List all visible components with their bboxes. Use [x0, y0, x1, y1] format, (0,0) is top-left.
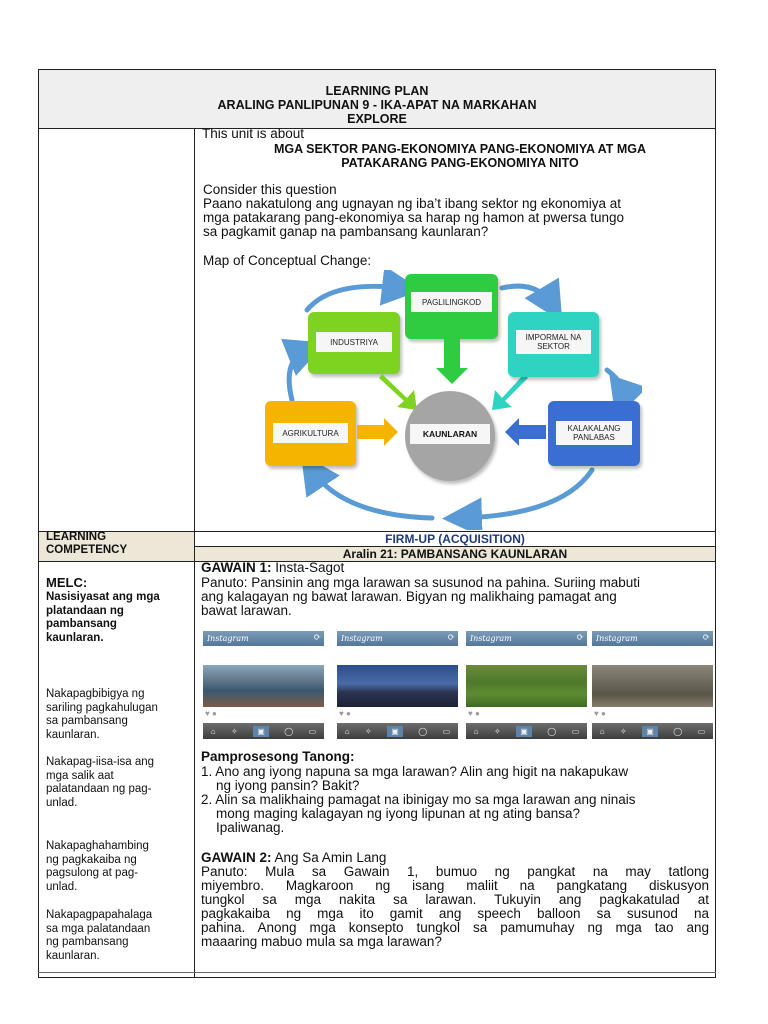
heart-icon: ♥ [468, 709, 473, 718]
competency-line: mga salik aat [46, 769, 114, 782]
competency-line: sa mga palatandaan [46, 922, 151, 935]
firm-up-heading: FIRM-UP (ACQUISITION) [385, 532, 525, 546]
instagram-nav-bar [466, 723, 587, 739]
refresh-icon: ⟳ [702, 633, 710, 643]
competency-line: kaunlaran. [46, 949, 100, 962]
aralin-heading: Aralin 21: PAMBANSANG KAUNLARAN [342, 547, 568, 561]
explore-icon: ✧ [365, 726, 372, 736]
instagram-logo: Instagram [341, 634, 383, 643]
gawain2-line2: miyembro. Magkaroon ng isang maliit na pangkatang diskusyon [201, 878, 709, 893]
instagram-actions [205, 709, 217, 718]
explore-icon: ✧ [231, 726, 238, 736]
competency-line: kaunlaran. [46, 728, 100, 741]
competency-1 [46, 688, 191, 742]
learning-competency-heading-line1: LEARNING [46, 531, 107, 543]
divider [38, 972, 716, 973]
home-icon: ⌂ [344, 726, 350, 736]
instagram-card-3 [466, 631, 587, 739]
arrow-kalakalan-left [518, 425, 546, 439]
instagram-header [466, 631, 587, 646]
node-agrikultura-label: AGRIKULTURA [273, 423, 348, 443]
gawain2-line3: tungkol sa mga nakita sa larawan. Tukuyin ang pagkakatulad at [201, 892, 709, 907]
home-icon: ⌂ [210, 726, 216, 736]
question-1-line2: ng iyong pansin? Bakit? [216, 778, 360, 793]
gawain1-name: Insta-Sagot [271, 560, 345, 575]
gawain2-line5: pahina. Anong mga konsepto tungkol sa pamumuhay ng mga tao ang [201, 920, 709, 935]
competency-line: Nakapagpapahalaga [46, 909, 153, 921]
question-2-line2: mong maging kalagayan ng iyong lipunan at ng ating bansa? [216, 806, 581, 821]
node-kalakalan-label: KALAKALANG PANLABAS [556, 421, 632, 445]
node-impormal-label: IMPORMAL NA SEKTOR [516, 330, 591, 354]
photo-city-skyline [337, 665, 458, 707]
header-title: LEARNING PLAN [325, 84, 429, 98]
gawain2-name: Ang Sa Amin Lang [271, 850, 387, 865]
instagram-logo: Instagram [470, 634, 512, 643]
instagram-nav-bar [203, 723, 324, 739]
camera-icon: ▣ [642, 726, 658, 737]
comment-icon: ● [345, 709, 351, 718]
gawain1-instruction-line3: bawat larawan. [201, 603, 292, 618]
heart-icon: ♥ [205, 709, 210, 718]
refresh-icon: ⟳ [447, 633, 455, 643]
competency-line: palatandaan ng pag- [46, 783, 152, 795]
competency-line: sa pambansang [46, 715, 128, 727]
gawain1-label: GAWAIN 1: [201, 560, 272, 575]
comment-icon: ● [211, 709, 217, 718]
instagram-actions [468, 709, 480, 718]
refresh-icon: ⟳ [576, 633, 584, 643]
divider [38, 128, 716, 129]
question-1-line1: 1. Ano ang iyong napuna sa mga larawan? Alin ang higit na nakapukaw [201, 764, 629, 779]
profile-icon: ▭ [571, 726, 580, 736]
node-kalakalan [548, 401, 640, 466]
learning-competency-heading [46, 531, 127, 557]
node-kaunlaran-label: KAUNLARAN [410, 424, 490, 444]
competency-line: unlad. [46, 796, 78, 809]
comment-icon: ● [474, 709, 480, 718]
instagram-card-1 [203, 631, 324, 739]
profile-icon: ▭ [308, 726, 317, 736]
melc-label: MELC: [46, 575, 88, 590]
activity-icon: ◯ [547, 726, 557, 736]
instagram-actions [339, 709, 351, 718]
photo-scavengers [592, 665, 713, 707]
instagram-nav-bar [592, 723, 713, 739]
table-header [39, 70, 715, 128]
competency-line: pagsulong at pag- [46, 867, 139, 879]
instagram-logo: Instagram [596, 634, 638, 643]
gawain2-label: GAWAIN 2: [201, 850, 272, 865]
instagram-nav-bar [337, 723, 458, 739]
header-section: EXPLORE [347, 112, 407, 126]
node-paglilingkod-label: PAGLILINGKOD [411, 292, 492, 312]
melc-line: kaunlaran. [46, 631, 104, 644]
competency-line: ng pagkakaiba ng [46, 853, 137, 866]
gawain2-line6: maaaring mabuo mula sa mga larawan? [201, 934, 442, 949]
home-icon: ⌂ [473, 726, 479, 736]
competency-line: Nakapag-iisa-isa ang [46, 756, 155, 768]
gawain2-line1: Panuto: Mula sa Gawain 1, bumuo ng pangkat na may tatlong [201, 864, 709, 879]
node-kaunlaran [405, 391, 495, 481]
gawain1-instruction-line2: ang kalagayan ng bawat larawan. Bigyan ng malikhaing pamagat ang [201, 589, 617, 604]
explore-icon: ✧ [494, 726, 501, 736]
node-industriya-label: INDUSTRIYA [316, 332, 392, 352]
node-agrikultura [265, 401, 356, 466]
gawain1-title [201, 561, 344, 576]
node-impormal [508, 312, 599, 377]
instagram-actions [594, 709, 606, 718]
essential-question-line1: Paano nakatulong ang ugnayan ng iba’t ibang sektor ng ekonomiya at [203, 196, 622, 211]
photo-rice-field [466, 665, 587, 707]
gawain1-instruction-line1: Panuto: Pansinin ang mga larawan sa susunod na pahina. Suriing mabuti [201, 575, 641, 590]
melc-text [46, 591, 191, 645]
camera-icon: ▣ [253, 726, 269, 737]
profile-icon: ▭ [697, 726, 706, 736]
instagram-header [337, 631, 458, 646]
arrow-agri-right-head [384, 418, 398, 446]
question-2-line3: Ipaliwanag. [216, 820, 285, 835]
profile-icon: ▭ [442, 726, 451, 736]
arrow-agri-right [357, 425, 385, 439]
map-label: Map of Conceptual Change: [203, 253, 372, 268]
activity-icon: ◯ [673, 726, 683, 736]
arrow-kalakalan-left-head [505, 418, 519, 446]
gawain2-line4: pagkakaiba ng mga ito gamit ang speech balloon sa susunod na [201, 906, 709, 921]
instagram-card-2 [337, 631, 458, 739]
competency-4 [46, 909, 191, 963]
pamprosesong-heading: Pamprosesong Tanong: [201, 749, 355, 764]
instagram-logo: Instagram [207, 634, 249, 643]
heart-icon: ♥ [339, 709, 344, 718]
comment-icon: ● [600, 709, 606, 718]
learning-competency-heading-line2: COMPETENCY [46, 544, 128, 556]
essential-question-line2: mga patakarang pang-ekonomiya sa harap ng hamon at pwersa tungo [203, 210, 625, 225]
competency-line: Nakapagbibigya ng [46, 688, 145, 700]
header-subject: ARALING PANLIPUNAN 9 - IKA-APAT NA MARKAHAN [217, 98, 537, 112]
camera-icon: ▣ [387, 726, 403, 737]
competency-line: unlad. [46, 880, 78, 893]
conceptual-change-map [262, 270, 642, 530]
melc-line: pambansang [46, 618, 117, 630]
heart-icon: ♥ [594, 709, 599, 718]
competency-line: Nakapaghahambing [46, 840, 149, 852]
activity-icon: ◯ [284, 726, 294, 736]
competency-line: sariling pagkahulugan [46, 701, 158, 714]
essential-question-line3: sa pagkamit ganap na pambansang kaunlaran? [203, 224, 489, 239]
unit-title-line1: MGA SEKTOR PANG-EKONOMIYA PANG-EKONOMIYA AT MGA [273, 142, 646, 156]
camera-icon: ▣ [516, 726, 532, 737]
photo-slum-houses [203, 665, 324, 707]
explore-icon: ✧ [620, 726, 627, 736]
question-2-line1: 2. Alin sa malikhaing pamagat na ibinigay mo sa mga larawan ang ninais [201, 792, 636, 807]
competency-line: ng pambansang [46, 936, 129, 948]
home-icon: ⌂ [599, 726, 605, 736]
instagram-header [592, 631, 713, 646]
unit-title-line2: PATAKARANG PANG-EKONOMIYA NITO [341, 156, 579, 170]
competency-2 [46, 756, 191, 810]
melc-line: platandaan ng [46, 604, 124, 617]
refresh-icon: ⟳ [313, 633, 321, 643]
consider-label: Consider this question [203, 182, 337, 197]
competency-3 [46, 840, 191, 894]
instagram-card-4 [592, 631, 713, 739]
instagram-header [203, 631, 324, 646]
unit-intro: This unit is about [202, 126, 305, 141]
activity-icon: ◯ [418, 726, 428, 736]
melc-line: Nasisiyasat ang mga [46, 591, 160, 603]
